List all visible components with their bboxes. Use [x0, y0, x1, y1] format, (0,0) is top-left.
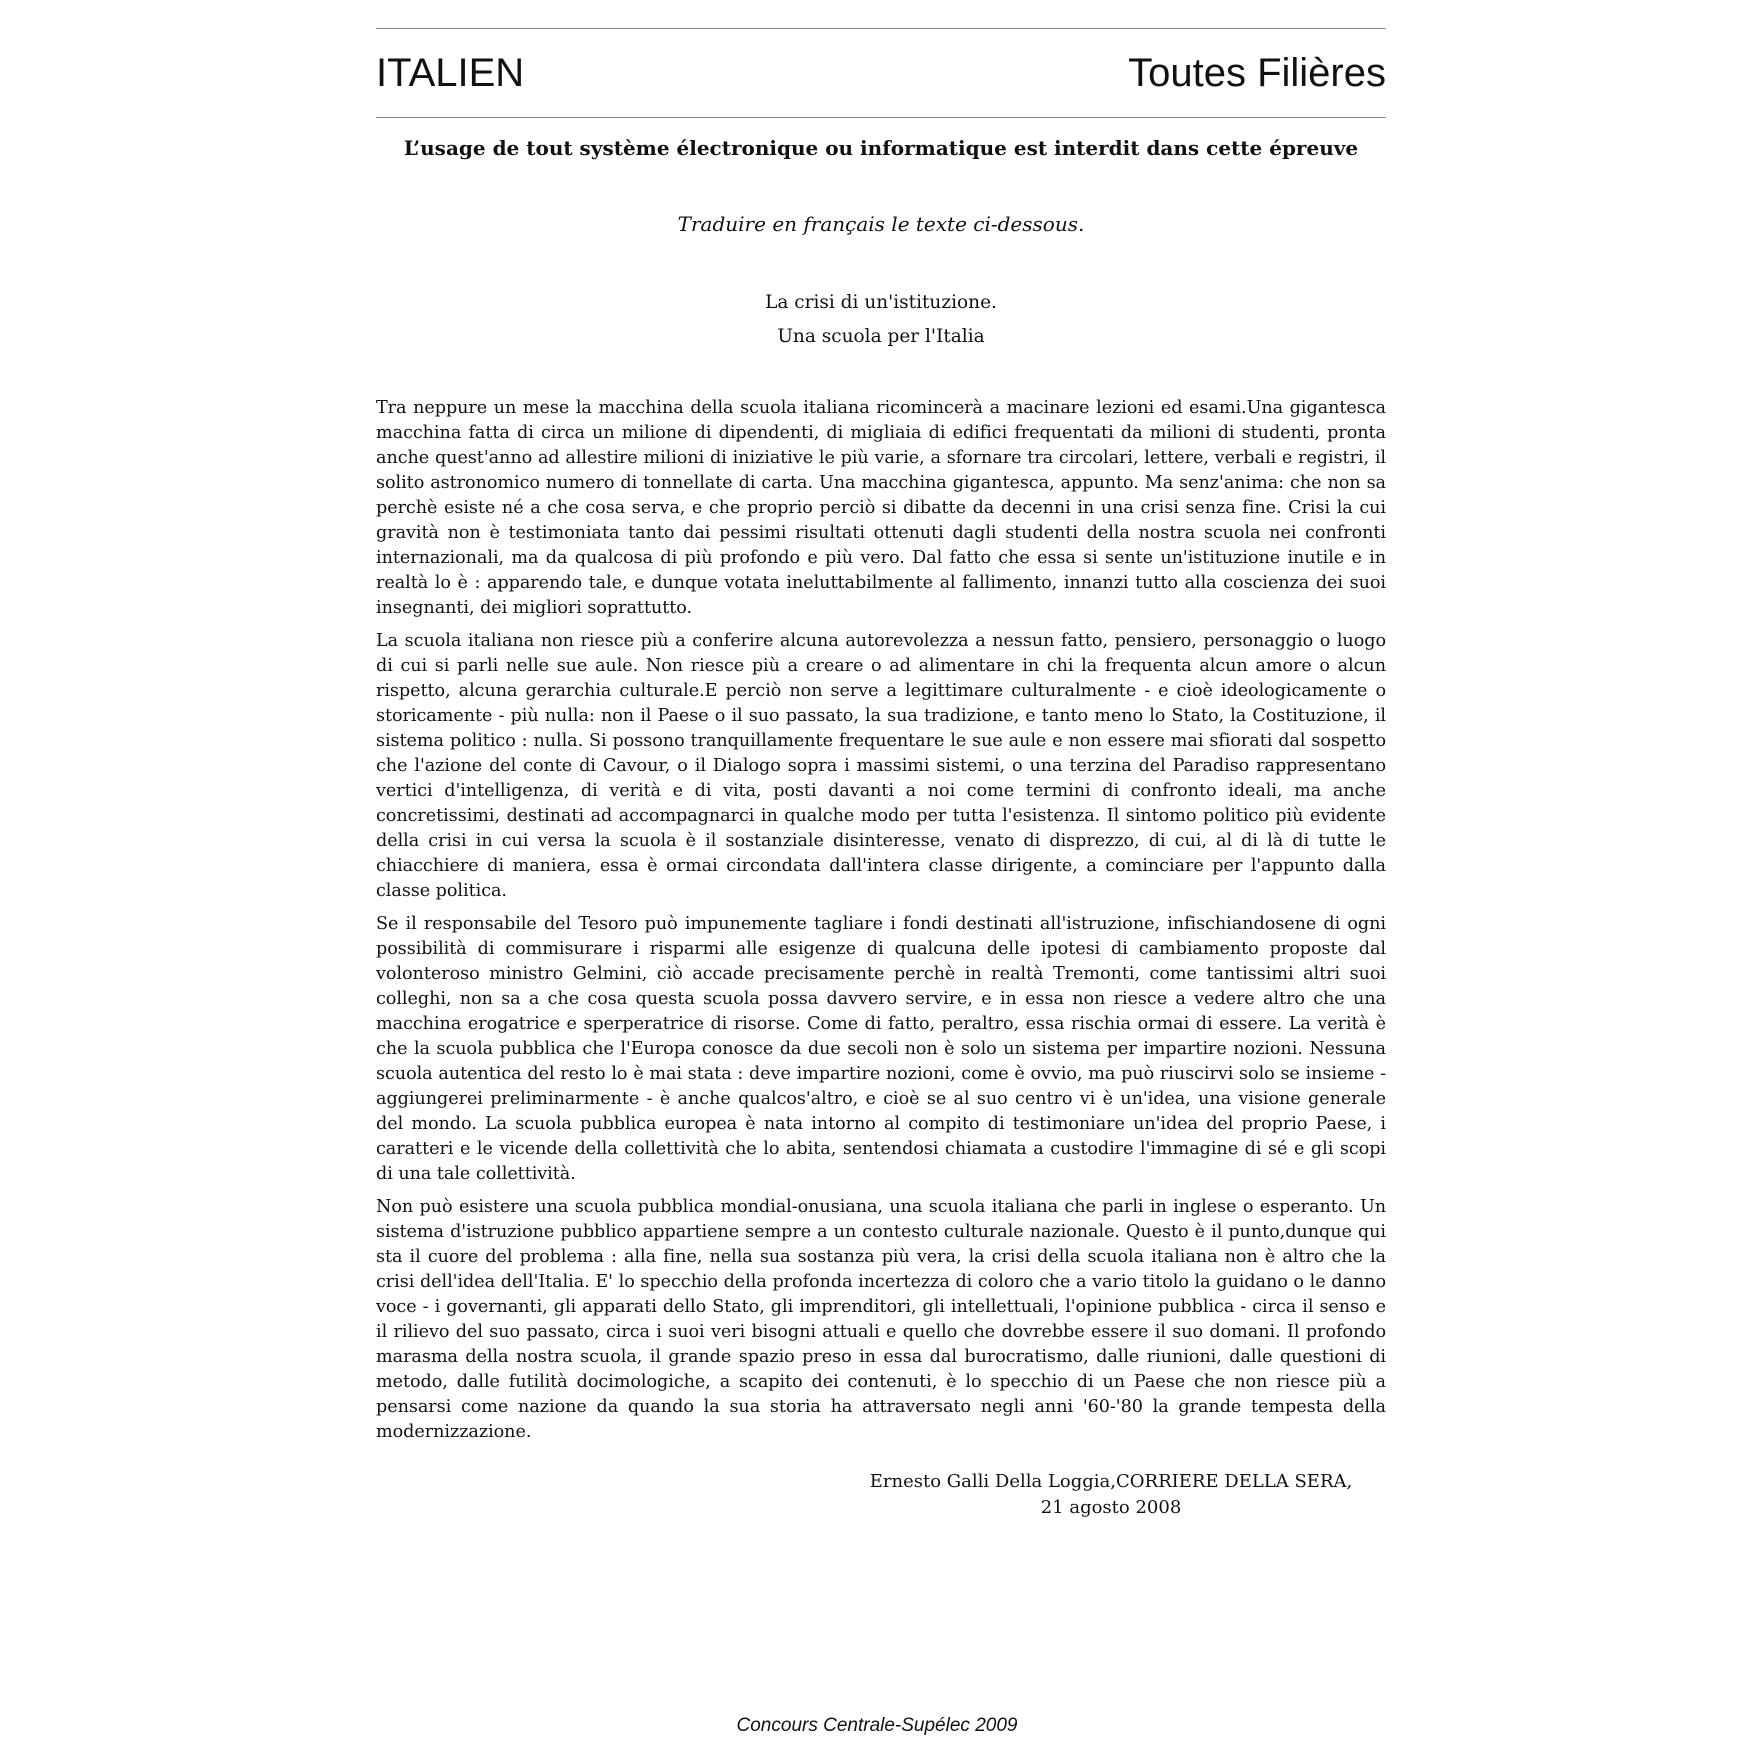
- exam-page: [376, 28, 1386, 1521]
- paragraph: Tra neppure un mese la macchina della scuola italiana ricomincerà a macinare lezioni ed esami.Una gigantesca macchina fatta di circa un milione di dipendenti, di migliaia di edifici frequentati da milioni di studenti, pronta anche quest'anno ad allestire milioni di iniziative le più varie, a sfornare tra circolari, lettere, verbali e registri, il solito astronomico numero di tonnellate di carta. Una macchina gigantesca, appunto. Ma senz'anima: che non sa perchè esiste né a che cosa serva, e che proprio perciò si dibatte da decenni in una crisi senza fine. Crisi la cui gravità non è testimoniata tanto dai pessimi risultati ottenuti dagli studenti della nostra scuola nei confronti internazionali, ma da qualcosa di più profondo e più vero. Dal fatto che essa si sente un'istituzione inutile e in realtà lo è : apparendo tale, e dunque votata ineluttabilmente al fallimento, innanzi tutto alla coscienza dei suoi insegnanti, dei migliori soprattutto.: [376, 398, 1386, 618]
- instruction: Traduire en français le texte ci-dessous.: [677, 212, 1085, 236]
- subject-title: ITALIEN: [376, 50, 525, 95]
- article-body: [376, 396, 1386, 1445]
- signature-author: Ernesto Galli Della Loggia,CORRIERE DELLA SERA,: [869, 1471, 1353, 1492]
- paragraph: Se il responsabile del Tesoro può impunemente tagliare i fondi destinati all'istruzione, infischiandosene di ogni possibilità di commisurare i risparmi alle esigenze di qualcuna delle ipotesi di cambiamento proposte dal volonteroso ministro Gelmini, ciò accade precisamente perchè in realtà Tremonti, come tantissimi altri suoi colleghi, non sa a che cosa questa scuola possa davvero servire, e in essa non riesce a vedere altro che una macchina erogatrice e sperperatrice di risorse. Come di fatto, peraltro, essa rischia ormai di essere. La verità è che la scuola pubblica che l'Europa conosce da due secoli non è solo un sistema per impartire nozioni. Nessuna scuola autentica del resto lo è mai stata : deve impartire nozioni, come è ovvio, ma può riuscirvi solo se insieme - aggiungerei preliminarmente - è anche qualcos'altro, e cioè se al suo centro vi è un'idea, una visione generale del mondo. La scuola pubblica europea è nata intorno al compito di testimoniare un'idea del proprio Paese, i caratteri e le vicende della collettività che lo abita, sentendosi chiamata a custodire l'immagine di sé e gli scopi di una tale collettività.: [376, 914, 1386, 1184]
- article-title-line-2: Una scuola per l'Italia: [777, 326, 985, 347]
- track-title: Toutes Filières: [1128, 50, 1386, 95]
- paragraph: Non può esistere una scuola pubblica mondial-onusiana, una scuola italiana che parli in inglese o esperanto. Un sistema d'istruzione pubblico appartiene sempre a un contesto culturale nazionale. Questo è il punto,dunque qui sta il cuore del problema : alla fine, nella sua sostanza più vera, la crisi della scuola italiana non è altro che la crisi dell'idea dell'Italia. E' lo specchio della profonda incertezza di coloro che a vario titolo la guidano o le danno voce - i governanti, gli apparati dello Stato, gli imprenditori, gli intellettuali, l'opinione pubblica - circa il senso e il rilievo del suo passato, circa i suoi veri bisogni attuali e quello che dovrebbe essere il suo domani. Il profondo marasma della nostra scuola, il grande spazio preso in essa dal burocratismo, dalle riunioni, dalle questioni di metodo, dalle futilità docimologiche, a scapito dei contenuti, è lo specchio di un Paese che non riesce più a pensarsi come nazione da quando la sua storia ha attraversato negli anni '60-'80 la grande tempesta della modernizzazione.: [376, 1197, 1386, 1442]
- signature-date: 21 agosto 2008: [1040, 1497, 1182, 1518]
- page-footer: Concours Centrale-Supélec 2009: [736, 1715, 1018, 1736]
- electronic-devices-notice: L’usage de tout système électronique ou informatique est interdit dans cette épreuve: [403, 136, 1359, 160]
- header-bottom-rule: [376, 117, 1386, 118]
- exam-header: [376, 29, 1386, 117]
- paragraph: La scuola italiana non riesce più a conferire alcuna autorevolezza a nessun fatto, pensiero, personaggio o luogo di cui si parli nelle sue aule. Non riesce più a creare o ad alimentare in chi la frequenta alcun amore o alcun rispetto, alcuna gerarchia culturale.E perciò non serve a legittimare culturalmente - e cioè ideologicamente o storicamente - più nulla: non il Paese o il suo passato, la sua tradizione, e tanto meno lo Stato, la Costituzione, il sistema politico : nulla. Si possono tranquillamente frequentare le sue aule e non essere mai sfiorati dal sospetto che l'azione del conte di Cavour, o il Dialogo sopra i massimi sistemi, o una terzina del Paradiso rappresentano vertici d'intelligenza, di verità e di vita, posti davanti a noi come termini di confronto ideali, ma anche concretissimi, destinati ad accompagnarci in qualche modo per tutta l'esistenza. Il sintomo politico più evidente della crisi in cui versa la scuola è il sostanziale disinteresse, venato di disprezzo, di cui, al di là di tutte le chiacchiere di maniera, essa è ormai circondata dall'intera classe dirigente, a cominciare per l'appunto dalla classe politica.: [376, 631, 1386, 901]
- article-title-line-1: La crisi di un'istituzione.: [765, 292, 997, 313]
- article-title: [376, 286, 1386, 354]
- article-signature: [846, 1469, 1376, 1521]
